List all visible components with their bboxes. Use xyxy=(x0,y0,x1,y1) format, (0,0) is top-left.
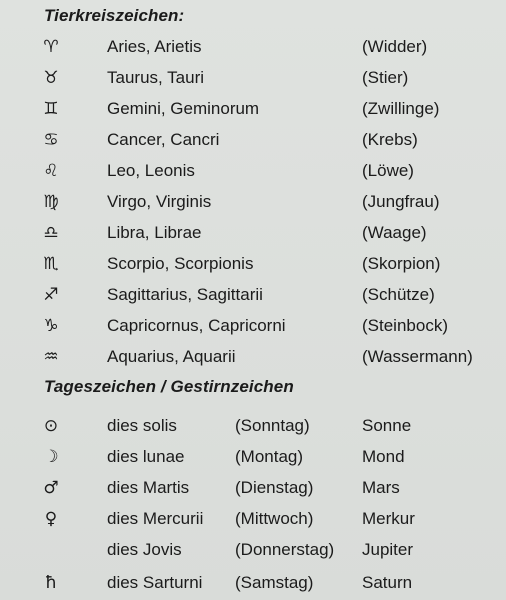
zodiac-row xyxy=(0,94,506,124)
aries-symbol-icon: ♈ xyxy=(43,37,59,57)
zodiac-german-name: (Steinbock) xyxy=(362,316,448,335)
day-planet: Sonne xyxy=(362,416,412,435)
zodiac-row xyxy=(0,125,506,155)
day-planet: Mars xyxy=(362,478,400,497)
zodiac-latin-name: Virgo, Virginis xyxy=(107,192,212,211)
zodiac-german-name: (Schütze) xyxy=(362,285,435,304)
sagittarius-symbol-icon: ♐ xyxy=(43,285,59,305)
zodiac-latin-name: Gemini, Geminorum xyxy=(107,99,260,118)
taurus-symbol-icon: ♉ xyxy=(43,68,59,88)
day-latin-name: dies lunae xyxy=(107,447,185,466)
zodiac-german-name: (Skorpion) xyxy=(362,254,441,273)
zodiac-german-name: (Krebs) xyxy=(362,130,418,149)
zodiac-latin-name: Taurus, Tauri xyxy=(107,68,205,87)
mars-symbol-icon: ♂ xyxy=(43,478,59,498)
day-weekday: (Sonntag) xyxy=(235,416,310,435)
day-weekday: (Mittwoch) xyxy=(235,509,314,528)
day-row xyxy=(0,411,506,441)
day-latin-name: dies Martis xyxy=(107,478,190,497)
zodiac-latin-name: Capricornus, Capricorni xyxy=(107,316,286,335)
day-row xyxy=(0,442,506,472)
day-row xyxy=(0,473,506,503)
zodiac-latin-name: Aquarius, Aquarii xyxy=(107,347,236,366)
zodiac-latin-name: Scorpio, Scorpionis xyxy=(107,254,254,273)
day-planet: Saturn xyxy=(362,573,413,592)
moon-symbol-icon: ☽ xyxy=(43,447,59,467)
zodiac-latin-name: Cancer, Cancri xyxy=(107,130,220,149)
zodiac-german-name: (Widder) xyxy=(362,37,428,56)
leo-symbol-icon: ♌ xyxy=(43,161,59,181)
zodiac-row xyxy=(0,218,506,248)
zodiac-german-name: (Waage) xyxy=(362,223,427,242)
venus-symbol-icon: ♀ xyxy=(44,509,58,529)
day-latin-name: dies Jovis xyxy=(107,540,182,559)
day-weekday: (Samstag) xyxy=(235,573,314,592)
cancer-symbol-icon: ♋ xyxy=(43,130,59,150)
zodiac-row xyxy=(0,249,506,279)
zodiac-row xyxy=(0,187,506,217)
virgo-symbol-icon: ♍ xyxy=(43,192,59,212)
day-weekday: (Montag) xyxy=(235,447,304,466)
day-row xyxy=(0,568,506,598)
zodiac-german-name: (Wassermann) xyxy=(362,347,473,366)
day-planet: Jupiter xyxy=(362,540,414,559)
day-latin-name: dies Sarturni xyxy=(107,573,203,592)
scorpio-symbol-icon: ♏ xyxy=(43,254,59,274)
day-latin-name: dies solis xyxy=(107,416,177,435)
zodiac-row xyxy=(0,63,506,93)
libra-symbol-icon: ♎ xyxy=(43,223,59,243)
zodiac-latin-name: Aries, Arietis xyxy=(107,37,202,56)
day-planet: Mond xyxy=(362,447,405,466)
zodiac-latin-name: Libra, Librae xyxy=(107,223,202,242)
day-row xyxy=(0,504,506,534)
day-weekday: (Dienstag) xyxy=(235,478,314,497)
zodiac-latin-name: Leo, Leonis xyxy=(107,161,195,180)
zodiac-german-name: (Zwillinge) xyxy=(362,99,440,118)
days-heading: Tageszeichen / Gestirnzeichen xyxy=(44,377,294,396)
gemini-symbol-icon: ♊ xyxy=(43,99,59,119)
zodiac-row xyxy=(0,311,506,341)
zodiac-row xyxy=(0,280,506,310)
zodiac-latin-name: Sagittarius, Sagittarii xyxy=(107,285,263,304)
saturn-symbol-icon: ħ xyxy=(45,573,57,593)
zodiac-german-name: (Löwe) xyxy=(362,161,414,180)
aquarius-symbol-icon: ♒ xyxy=(43,347,59,367)
zodiac-row xyxy=(0,32,506,62)
day-latin-name: dies Mercurii xyxy=(107,509,204,528)
sun-symbol-icon: ⊙ xyxy=(43,416,59,436)
zodiac-german-name: (Stier) xyxy=(362,68,409,87)
capricorn-symbol-icon: ♑ xyxy=(43,316,59,336)
zodiac-german-name: (Jungfrau) xyxy=(362,192,440,211)
day-planet: Merkur xyxy=(362,509,415,528)
day-row xyxy=(0,535,506,565)
zodiac-row xyxy=(0,156,506,186)
day-weekday: (Donnerstag) xyxy=(235,540,335,559)
zodiac-row xyxy=(0,342,506,372)
zodiac-heading: Tierkreiszeichen: xyxy=(44,6,185,25)
